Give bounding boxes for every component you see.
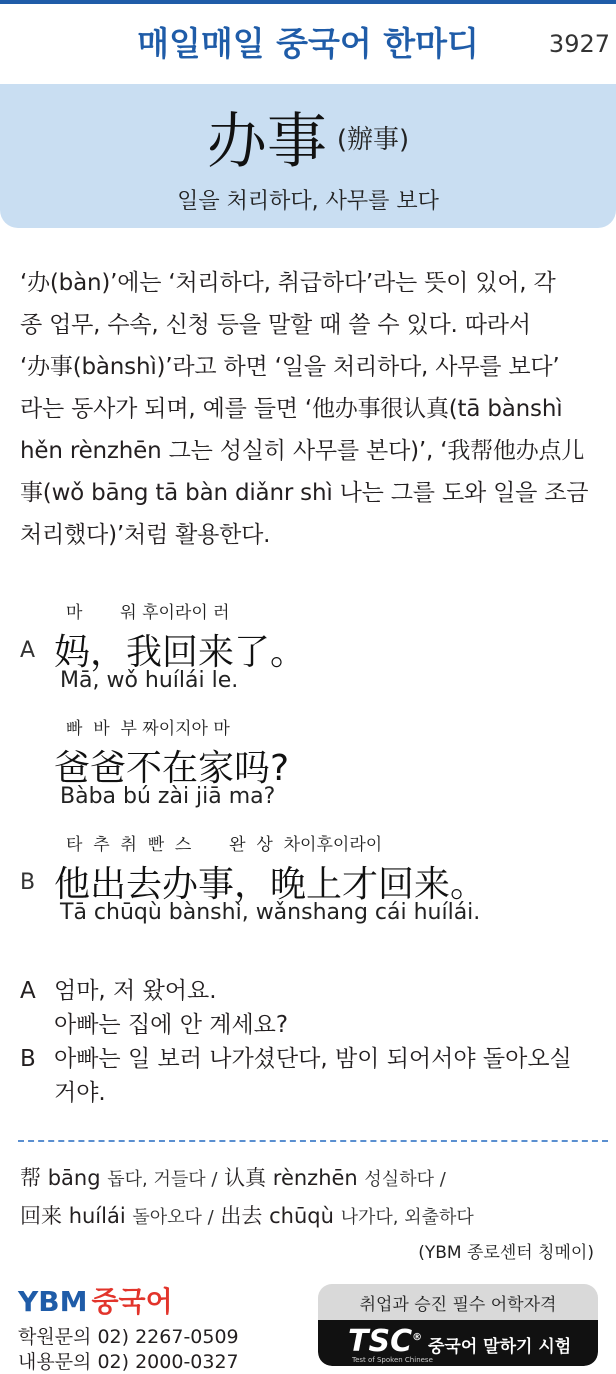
dashed-divider [18,1140,608,1142]
traditional-form: (辦事) [336,124,410,155]
registered-mark: ® [412,1332,423,1343]
tsc-tagline: 취업과 승진 필수 어학자격 [359,1295,557,1315]
headword-meaning: 일을 처리하다, 사무를 보다 [177,189,439,214]
speaker-label: A [20,638,36,663]
explanation-line: 종 업무, 수속, 신청 등을 말할 때 쓸 수 있다. 따라서 [20,312,531,338]
chinese-sentence: 他出去办事，晚上才回来。 [54,864,487,905]
explanation-line: 처리했다)’처럼 활용한다. [20,522,271,548]
vocab-pinyin: huílái [68,1204,126,1228]
vocab-definition: 돕다, 거들다 / [107,1169,218,1190]
explanation-line: hěn rènzhēn 그는 성실히 사무를 본다)’, ‘我帮他办点儿 [20,438,585,464]
pinyin-sentence: Tā chūqù bànshì, wǎnshang cái huílái. [60,900,481,925]
chinese-sentence: 妈，我回来了。 [54,632,307,673]
chinese-sentence: 爸爸不在家吗? [54,748,290,789]
vocab-definition: 돌아오다 / [132,1207,214,1228]
vocab-row [20,1160,610,1198]
tsc-logo [348,1324,422,1359]
tsc-name: 중국어 말하기 시험 [428,1337,572,1357]
pinyin-sentence: Mā, wǒ huílái le. [60,668,239,693]
vocab-hanzi: 认真 [224,1166,267,1190]
translation-text: 아빠는 집에 안 계세요? [54,1012,289,1038]
author-credit: (YBM 종로센터 칭메이) [418,1243,594,1263]
tsc-logo-text: TSC [348,1324,413,1359]
ybm-logo-en: YBM [18,1285,88,1318]
explanation-line: ‘办事(bànshì)’라고 하면 ‘일을 처리하다, 사무를 보다’ [20,354,560,380]
translation-row [20,1076,610,1110]
headword: 办事 [206,107,327,177]
headword-row [0,94,616,180]
page-title: 매일매일 중국어 한마디 [137,24,479,63]
explanation-paragraph [20,262,606,556]
content-contact: 내용문의 02) 2000-0327 [18,1351,239,1373]
translation-row [20,1042,610,1076]
ybm-logo [18,1280,173,1320]
hangul-reading: 타 추 취 빤 스 완 상 차이후이라이 [66,835,383,855]
hangul-reading: 마 워 후이라이 러 [66,603,230,623]
vocab-pinyin: chūqù [269,1204,334,1228]
translation-row [20,1008,610,1042]
translation-row [20,974,610,1008]
vocab-row [20,1198,610,1236]
speaker-label: A [20,978,36,1004]
vocab-hanzi: 出去 [220,1204,263,1228]
hangul-reading: 빠 바 부 짜이지아 마 [66,719,230,739]
vocab-hanzi: 回来 [20,1204,62,1228]
translation-block [20,974,610,1110]
explanation-line: 事(wǒ bāng tā bàn diǎnr shì 나는 그를 도와 일을 조금 [20,480,589,506]
issue-number: 3927 [548,30,610,58]
vocab-definition: 나가다, 외출하다 [340,1207,474,1228]
tsc-logo-bar [318,1320,598,1366]
vocab-pinyin: bāng [47,1166,101,1190]
pinyin-sentence: Bàba bú zài jiā ma? [60,784,276,809]
translation-text: 엄마, 저 왔어요. [54,978,217,1004]
vocabulary-list [20,1160,610,1236]
explanation-line: 라는 동사가 되며, 예를 들면 ‘他办事很认真(tā bànshì [20,396,563,422]
vocab-definition: 성실하다 / [364,1169,446,1190]
vocab-hanzi: 帮 [20,1166,41,1190]
vocab-pinyin: rènzhēn [272,1166,358,1190]
top-accent-bar [0,0,616,4]
speaker-label: B [20,1046,36,1072]
ybm-logo-kr: 중국어 [91,1285,173,1318]
tsc-subtitle: Test of Spoken Chinese [352,1356,433,1364]
explanation-line: ‘办(bàn)’에는 ‘처리하다, 취급하다’라는 뜻이 있어, 각 [20,270,556,296]
headword-panel [0,84,616,228]
translation-text: 아빠는 일 보러 나가셨단다, 밤이 되어서야 돌아오실 [54,1046,572,1072]
tsc-banner [318,1284,598,1366]
academy-contact: 학원문의 02) 2267-0509 [18,1326,239,1348]
translation-text: 거야. [54,1080,106,1106]
speaker-label: B [20,870,36,895]
